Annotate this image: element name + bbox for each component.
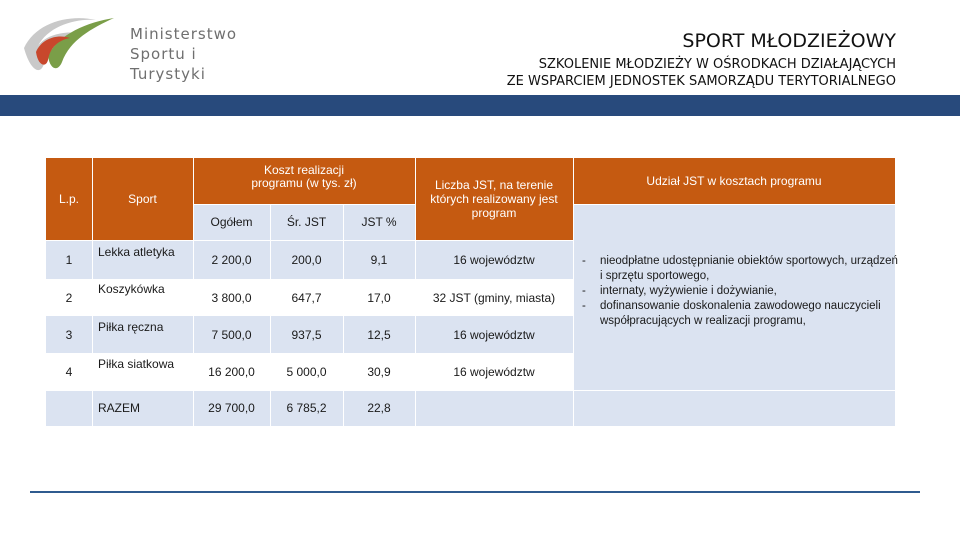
- table-row-lp: 1: [46, 240, 92, 279]
- page-subtitle: [507, 56, 896, 90]
- table-row-sr-jst: 937,5: [270, 316, 343, 353]
- logo-line-1: Ministerstwo: [130, 25, 238, 43]
- total-sr-jst: 6 785,2: [270, 390, 343, 426]
- total-label: RAZEM: [92, 390, 193, 426]
- table-row-liczba: 16 województw: [415, 353, 573, 390]
- table-row-jst-pct: 12,5: [343, 316, 415, 353]
- table-row-lp: 3: [46, 316, 92, 353]
- header-udzial: Udział JST w kosztach programu: [573, 158, 895, 204]
- table-row-sport: Koszykówka: [92, 279, 193, 316]
- total-jst-pct: 22,8: [343, 390, 415, 426]
- udzial-total: [573, 390, 895, 426]
- header-sr-jst: Śr. JST: [270, 204, 343, 240]
- udzial-list: [582, 254, 902, 329]
- subtitle-line-1: SZKOLENIE MŁODZIEŻY W OŚRODKACH DZIAŁAJĄCYCH: [538, 57, 896, 72]
- header-koszt: Koszt realizacji programu (w tys. zł): [193, 158, 415, 204]
- udzial-item: - nieodpłatne udostępnianie obiektów sportowych, urządzeń i sprzętu sportowego,: [582, 254, 902, 284]
- header-jst-pct: JST %: [343, 204, 415, 240]
- table-row-lp: 2: [46, 279, 92, 316]
- table-row-jst-pct: 17,0: [343, 279, 415, 316]
- header-sport: Sport: [92, 158, 193, 240]
- total-ogolem: 29 700,0: [193, 390, 270, 426]
- table-row-ogolem: 2 200,0: [193, 240, 270, 279]
- total-liczba: [415, 390, 573, 426]
- table-row-liczba: 16 województw: [415, 240, 573, 279]
- table-row-sr-jst: 200,0: [270, 240, 343, 279]
- table-row-jst-pct: 30,9: [343, 353, 415, 390]
- table-row-lp: 4: [46, 353, 92, 390]
- header-liczba: Liczba JST, na terenie których realizowany jest program: [415, 158, 573, 240]
- table-row-jst-pct: 9,1: [343, 240, 415, 279]
- table-row-ogolem: 7 500,0: [193, 316, 270, 353]
- header-ogolem: Ogółem: [193, 204, 270, 240]
- table-row-liczba: 16 województw: [415, 316, 573, 353]
- logo-text: [130, 24, 278, 84]
- total-lp: [46, 390, 92, 426]
- table-row-ogolem: 3 800,0: [193, 279, 270, 316]
- ministry-logo: [18, 12, 278, 82]
- table-row-liczba: 32 JST (gminy, miasta): [415, 279, 573, 316]
- table-row-sr-jst: 647,7: [270, 279, 343, 316]
- table-row-sr-jst: 5 000,0: [270, 353, 343, 390]
- table-row-sport: Piłka siatkowa: [92, 353, 193, 390]
- logo-line-2: Sportu i Turystyki: [130, 45, 206, 83]
- footer-rule: [30, 491, 920, 493]
- page-title: SPORT MŁODZIEŻOWY: [682, 30, 896, 52]
- header-lp: L.p.: [46, 158, 92, 240]
- udzial-item: - dofinansowanie doskonalenia zawodowego nauczycieli współpracujących w realizacji programu,: [582, 299, 902, 329]
- header-udzial-sub: [573, 204, 895, 240]
- header-band: [0, 95, 960, 116]
- udzial-item: - internaty, wyżywienie i dożywianie,: [582, 284, 902, 299]
- table-row-sport: Lekka atletyka: [92, 240, 193, 279]
- table-row-ogolem: 16 200,0: [193, 353, 270, 390]
- table-row-sport: Piłka ręczna: [92, 316, 193, 353]
- logo-swoosh-icon: [18, 12, 128, 82]
- subtitle-line-2: ZE WSPARCIEM JEDNOSTEK SAMORZĄDU TERYTORIALNEGO: [506, 74, 896, 89]
